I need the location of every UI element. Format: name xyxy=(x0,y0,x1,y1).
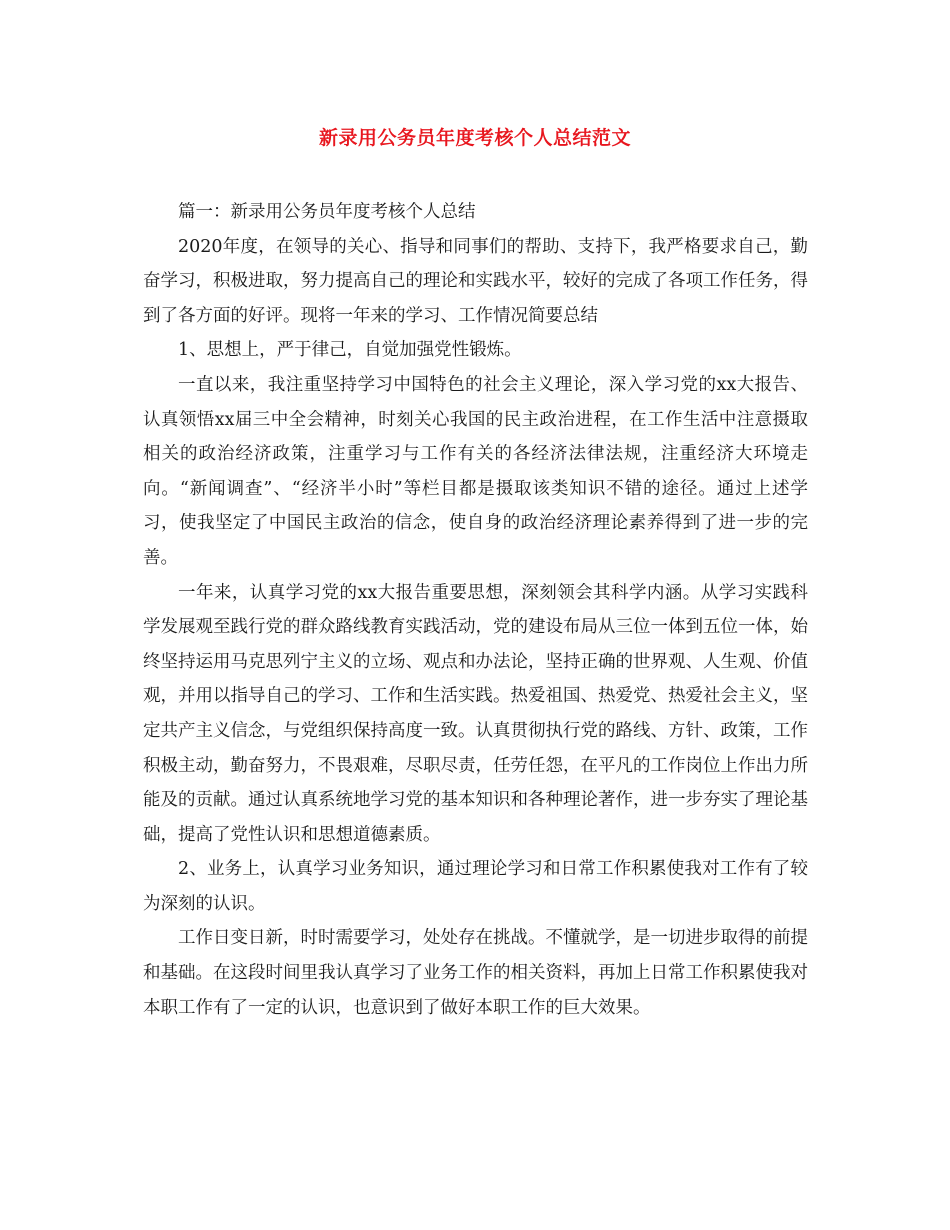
point-1-heading: 1、思想上，严于律己，自觉加强党性锻炼。 xyxy=(178,340,522,361)
point-2-heading: 2、业务上，认真学习业务知识，通过理论学习和日常工作积累使我对工作有了较为深刻的认识。 xyxy=(143,859,808,914)
section-heading: 篇一：新录用公务员年度考核个人总结 xyxy=(178,202,476,222)
document-title: 新录用公务员年度考核个人总结范文 xyxy=(318,127,631,149)
document-body xyxy=(143,195,808,1025)
intro-paragraph: 2020年度，在领导的关心、指导和同事们的帮助、支持下，我严格要求自己，勤奋学习，积极进取，努力提高自己的理论和实践水平，较好的完成了各项工作任务，得到了各方面的好评。现将一年来的学习、工作情况简要总结 xyxy=(143,236,808,326)
body-paragraph: 一直以来，我注重坚持学习中国特色的社会主义理论，深入学习党的xx大报告、认真领悟xx届三中全会精神，时刻关心我国的民主政治进程，在工作生活中注意摄取相关的政治经济政策，注重学习与工作有关的各经济法律法规，注重经济大环境走向。“新闻调查”、“经济半小时”等栏目都是摄取该类知识不错的途径。通过上述学习，使我坚定了中国民主政治的信念，使自身的政治经济理论素养得到了进一步的完善。 xyxy=(143,374,808,568)
body-paragraph: 工作日变日新，时时需要学习，处处存在挑战。不懂就学，是一切进步取得的前提和基础。在这段时间里我认真学习了业务工作的相关资料，再加上日常工作积累使我对本职工作有了一定的认识，也意识到了做好本职工作的巨大效果。 xyxy=(143,928,808,1018)
body-paragraph: 一年来，认真学习党的xx大报告重要思想，深刻领会其科学内涵。从学习实践科学发展观至践行党的群众路线教育实践活动，党的建设布局从三位一体到五位一体，始终坚持运用马克思列宁主义的立场、观点和办法论，坚持正确的世界观、人生观、价值观，并用以指导自己的学习、工作和生活实践。热爱祖国、热爱党、热爱社会主义，坚定共产主义信念，与党组织保持高度一致。认真贯彻执行党的路线、方针、政策，工作积极主动，勤奋努力，不畏艰难，尽职尽责，任劳任怨，在平凡的工作岗位上作出力所能及的贡献。通过认真系统地学习党的基本知识和各种理论著作，进一步夯实了理论基础，提高了党性认识和思想道德素质。 xyxy=(143,582,808,845)
